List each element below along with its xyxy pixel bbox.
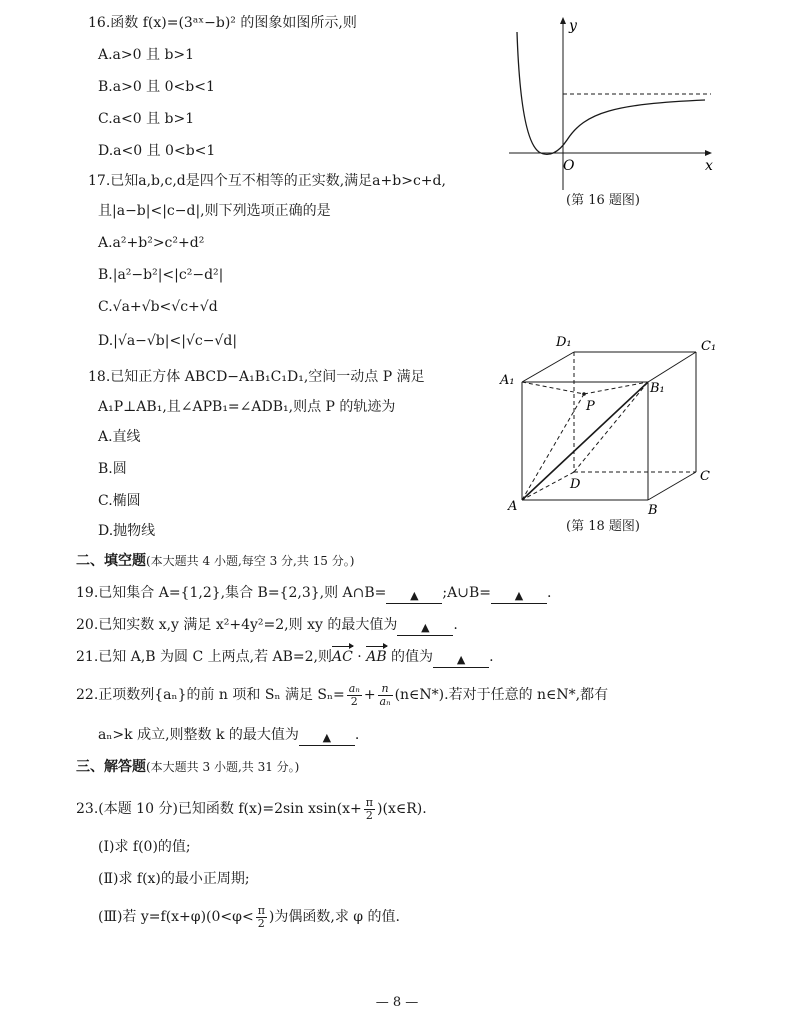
cube-label-d1: D₁: [556, 335, 572, 350]
q23-part3-frac-num: π: [257, 903, 265, 917]
q21: [76, 648, 494, 666]
q17-stem-line1: 17.已知a,b,c,d是四个互不相等的正实数,满足a+b>c+d,: [88, 173, 446, 189]
section3-heading: [76, 758, 299, 776]
q22-plus: +: [363, 687, 376, 703]
q22-end: .: [354, 727, 360, 743]
q22-line1: [76, 680, 608, 710]
q16-option-c: C.a<0 且 b>1: [98, 111, 195, 127]
q23-stem: [76, 794, 427, 824]
q19-end: .: [546, 585, 552, 601]
q22-frac1-den: 2: [350, 694, 358, 708]
q23-part3-frac-den: 2: [257, 916, 265, 930]
q21-text-a: 21.已知 A,B 为圆 C 上两点,若 AB=2,则: [76, 649, 333, 665]
q23-frac-den: 2: [365, 808, 373, 822]
section2-heading: [76, 552, 354, 570]
section3-note: (本大题共 3 小题,共 31 分。): [146, 760, 300, 774]
q16-stem: 16.函数 f(x)=(3ᵃˣ−b)² 的图象如图所示,则: [88, 15, 357, 31]
q22-frac-2: [378, 683, 393, 708]
q20: [76, 616, 458, 634]
q21-dot: ·: [352, 649, 367, 665]
q18-figure-caption: (第 18 题图): [566, 519, 640, 534]
q23-frac-num: π: [365, 795, 374, 809]
cube-label-p: P: [586, 399, 595, 414]
q18-stem-line1: 18.已知正方体 ABCD−A₁B₁C₁D₁,空间一动点 P 满足: [88, 369, 425, 385]
cube-label-d: D: [570, 477, 581, 492]
q23-part3-a: (Ⅲ)若 y=f(x+φ)(0<φ<: [98, 909, 254, 925]
cube-label-b1: B₁: [650, 381, 665, 396]
q22-frac-1: [347, 683, 362, 708]
q18-option-d: D.抛物线: [98, 523, 156, 539]
q19-text: 19.已知集合 A={1,2},集合 B={2,3},则 A∩B=: [76, 585, 387, 601]
q20-blank: ▲: [397, 621, 453, 636]
q16-graph: [505, 12, 727, 194]
q22-line2: [98, 726, 359, 744]
cube-label-c1: C₁: [701, 339, 717, 354]
q21-vector-ac: AC: [332, 649, 353, 665]
q18-option-b: B.圆: [98, 461, 127, 477]
cube-label-c: C: [700, 469, 710, 484]
section3-title: 三、解答题: [76, 759, 146, 775]
q23-part3-b: )为偶函数,求 φ 的值.: [268, 909, 400, 925]
q18-option-c: C.椭圆: [98, 493, 141, 509]
q23-frac: [364, 797, 375, 822]
q21-vector-ab: AB: [366, 649, 387, 665]
q16-x-label: x: [705, 158, 713, 174]
q22-blank: ▲: [299, 731, 355, 746]
q16-y-label: y: [569, 18, 577, 34]
q21-text-b: 的值为: [386, 649, 434, 665]
q17-option-a: A.a²+b²>c²+d²: [98, 235, 205, 251]
cube-label-a: A: [508, 499, 518, 514]
q16-option-d: D.a<0 且 0<b<1: [98, 143, 216, 159]
q23-part2: (Ⅱ)求 f(x)的最小正周期;: [98, 871, 250, 887]
q16-figure-caption: (第 16 题图): [566, 193, 640, 208]
q22-line2-text: aₙ>k 成立,则整数 k 的最大值为: [98, 727, 299, 743]
q18-option-a: A.直线: [98, 429, 141, 445]
q19-blank-2: ▲: [491, 589, 547, 604]
q17-option-c: C.√a+√b<√c+√d: [98, 299, 218, 315]
q19: [76, 584, 551, 602]
q20-end: .: [453, 617, 458, 633]
q22-text-a: 22.正项数列{aₙ}的前 n 项和 Sₙ 满足 Sₙ=: [76, 687, 345, 703]
q18-stem-line2: A₁P⊥AB₁,且∠APB₁=∠ADB₁,则点 P 的轨迹为: [98, 399, 396, 415]
q22-frac2-num: n: [378, 683, 393, 696]
q23-part3: [98, 902, 400, 932]
q18-cube-figure: [498, 334, 728, 520]
cube-label-a1: A₁: [500, 373, 515, 388]
q17-option-b: B.|a²−b²|<|c²−d²|: [98, 267, 224, 283]
q23-part1: (Ⅰ)求 f(0)的值;: [98, 839, 191, 855]
q17-stem-line2: 且|a−b|<|c−d|,则下列选项正确的是: [98, 203, 331, 219]
q23-stem-a: 23.(本题 10 分)已知函数 f(x)=2sin xsin(x+: [76, 801, 362, 817]
q22-frac2-den: aₙ: [379, 694, 391, 708]
q22-text-b: (n∈N*).若对于任意的 n∈N*,都有: [394, 687, 609, 703]
q17-option-d: D.|√a−√b|<|√c−√d|: [98, 333, 238, 349]
q16-option-b: B.a>0 且 0<b<1: [98, 79, 215, 95]
q19-blank-1: ▲: [386, 589, 442, 604]
q23-part3-frac: [256, 905, 267, 930]
q21-end: .: [489, 649, 494, 665]
q23-stem-b: )(x∈R).: [377, 801, 427, 817]
q21-blank: ▲: [433, 653, 489, 668]
q20-text: 20.已知实数 x,y 满足 x²+4y²=2,则 xy 的最大值为: [76, 617, 398, 633]
q16-origin-label: O: [563, 158, 575, 174]
q16-option-a: A.a>0 且 b>1: [98, 47, 195, 63]
section2-title: 二、填空题: [76, 553, 146, 569]
q19-mid: ;A∪B=: [442, 585, 491, 601]
page-number: — 8 —: [375, 995, 419, 1010]
cube-label-b: B: [648, 503, 658, 518]
section2-note: (本大题共 4 小题,每空 3 分,共 15 分。): [146, 554, 355, 568]
q22-frac1-num: aₙ: [348, 681, 360, 695]
q16-curve: [517, 32, 705, 154]
